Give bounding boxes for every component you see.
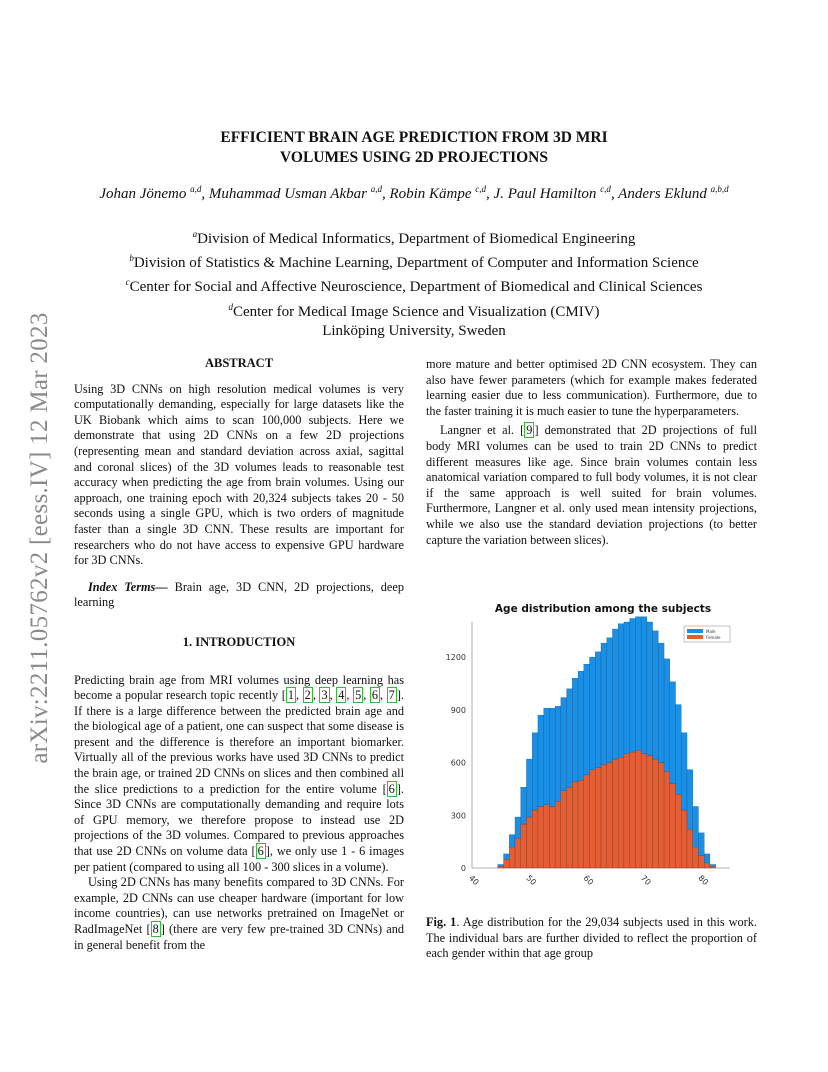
bar-male [572,678,578,782]
figure-caption: Fig. 1. Age distribution for the 29,034 subjects used in this work. The individual bars are further divided to reflect the proportion of each gender within that age group [426,915,758,961]
bar-female [612,759,618,868]
bar-male [555,706,561,801]
bar-female [641,754,647,868]
citation-link[interactable]: 6 [388,781,395,796]
bar-female [561,791,567,868]
author-name: Muhammad Usman Akbar [208,186,367,202]
bar-male [567,689,573,787]
bar-female [635,750,641,868]
author-sup: c,d [475,184,487,194]
bar-male [687,770,693,830]
intro-paragraph-2: Using 2D CNNs has many benefits compared to 3D CNNs. For example, 2D CNNs can use cheaper hardware (important for low income countries), can use networks pretrained on ImageNet or RadImageNet [ 8 ] (there are very few pre-trained 3D CNNs) and in general benefit from the [74,875,404,952]
author-sup: a,d [190,184,202,194]
author-name: J. Paul Hamilton [493,186,597,202]
bar-female [595,768,601,868]
bar-male [658,643,664,762]
abstract-heading: ABSTRACT [204,356,274,370]
author-name: Johan Jönemo [99,186,187,202]
bar-female [630,752,636,868]
affiliation: $^d$Center for Medical Image Science and Visualization (CMIV) [228,301,600,320]
intro-paragraph-3: more mature and better optimised 2D CNN ecosystem. They can also have fewer parameters (which for example makes federated learning easier due to less communication). Furthermore, due to the faster training it is much easier to tune the hyperparameters. [426,357,757,418]
bar-male [544,708,550,805]
bar-male [647,622,653,756]
citation-link[interactable]: 2 [304,688,311,703]
legend-swatch [687,635,703,639]
bar-male [670,682,676,784]
y-tick-label: 300 [450,811,466,821]
bar-female [504,859,510,868]
title-line-1: EFFICIENT BRAIN AGE PREDICTION FROM 3D MRI [220,129,608,146]
bar-male [635,617,641,751]
bar-female [664,771,670,868]
bar-male [630,618,636,752]
legend-swatch [687,629,703,633]
bar-male [681,733,687,810]
legend-label: Female [706,635,721,640]
bar-female [544,805,550,868]
author-sup: c,d [600,184,611,194]
x-tick-label: 70 [638,873,653,888]
bar-female [509,847,515,868]
bar-male [504,854,510,859]
bar-male [521,787,527,824]
x-tick-label: 60 [581,873,596,888]
bar-female [624,754,630,868]
bar-male [704,854,710,863]
abstract-text: Using 3D CNNs on high resolution medical volumes is very computationally demanding, especially for large datasets like the UK Biobank which aims to scan 100,000 subjects. Here we demonstrate that using 2D CNNs on a few 2D projections (representing mean and standard deviation across axial, sagittal and coronal slices) of the 3D volumes leads to reasonable test accuracy when predicting the age from brain volumes. Using our approach, one training epoch with 20,324 subjects takes 20 - 50 seconds using a single GPU, which is two orders of magnitude faster than a single 3D CNN. These results are important for researchers who do not have access to expensive GPU hardware for 3D CNNs. [74,381,404,568]
bar-female [555,801,561,868]
bar-female [607,763,613,868]
citation-link[interactable]: 7 [388,688,395,703]
bar-female [526,817,532,868]
bar-female [567,787,573,868]
bar-male [653,631,659,759]
citation-link[interactable]: 5 [355,688,362,703]
citation-link[interactable]: 6 [257,844,264,859]
bar-female [618,757,624,868]
affiliation: Linköping University, Sweden [322,322,506,339]
bar-female [549,807,555,869]
right-column [426,357,757,548]
bar-female [681,810,687,868]
bar-male [538,715,544,806]
bar-male [601,643,607,764]
bar-female [498,866,504,868]
bar-female [538,807,544,869]
citation-link[interactable]: 1 [287,688,295,703]
citation-link[interactable]: 3 [321,688,328,703]
bar-female [572,782,578,868]
bar-male [590,657,596,769]
left-column [74,356,404,953]
x-tick-label: 50 [524,873,538,888]
bar-female [670,784,676,868]
author-sup: a,b,d [710,184,729,194]
bar-female [532,810,538,868]
bar-male [676,705,682,795]
bar-male [578,671,584,780]
age-distribution-chart [430,596,760,896]
citation-link[interactable]: 4 [338,688,345,703]
bar-male [693,807,699,847]
bar-female [687,829,693,868]
arxiv-stamp: arXiv:2211.05762v2 [eess.IV] 12 Mar 2023 [26,312,53,764]
bar-male [641,617,647,754]
bar-female [521,824,527,868]
y-tick-label: 0 [460,864,466,873]
bar-female [676,794,682,868]
legend-label: Male [706,629,716,634]
affiliation: $^b$Division of Statistics & Machine Learning, Department of Computer and Information Science [129,253,699,272]
bar-female [590,770,596,868]
affiliations [0,225,828,341]
bar-male [526,759,532,817]
y-tick-label: 900 [450,705,466,715]
bar-male [607,638,613,763]
author-list: Johan Jönemo $^{a,d}$, Muhammad Usman Akbar $^{a,d}$, Robin Kämpe $^{c,d}$, J. Paul Hamilton $^{c,d}$, Anders Eklund $^{a,b,d}$ [99,184,729,202]
bar-female [693,847,699,868]
bar-male [612,629,618,759]
bar-male [515,817,521,838]
bar-female [601,764,607,868]
y-tick-label: 1200 [445,653,466,663]
x-tick-label: 40 [466,873,481,888]
bar-male [624,622,630,754]
citation-link[interactable]: 6 [371,688,379,703]
bar-male [532,733,538,810]
x-tick-label: 80 [696,873,710,888]
bar-female [698,856,704,868]
bar-female [653,759,659,868]
bar-female [584,775,590,868]
bar-female [658,763,664,868]
bar-male [561,698,567,791]
index-terms: Index Terms— Brain age, 3D CNN, 2D projections, deep learning [74,579,404,610]
y-tick-label: 600 [450,758,466,768]
bar-male [618,624,624,758]
author-name: Anders Eklund [618,186,707,202]
bar-female [710,866,716,868]
affiliation: $^a$Division of Medical Informatics, Department of Biomedical Engineering [192,229,636,247]
citation-link[interactable]: 8 [152,922,159,936]
intro-heading: 1. INTRODUCTION [182,634,296,649]
bar-male [584,664,590,775]
bar-female [704,863,710,868]
bar-female [578,780,584,868]
title-line-2: VOLUMES USING 2D PROJECTIONS [280,149,548,166]
bar-male [710,864,716,866]
bar-male [549,708,555,806]
bar-female [647,756,653,868]
bar-male [509,835,515,847]
index-terms-label: Index Terms— [88,579,168,594]
citation-link[interactable]: 9 [526,423,533,438]
bar-male [698,833,704,856]
intro-paragraph-1: Predicting brain age from MRI volumes using deep learning has become a popular research topic recently [ 1 , 2 , 3 , 4 , 5 , 6 , 7 ]. If there is a large difference between the predicted brain age and the biological age of a patient, one can suspect that some disease is present and the difference is therefore an important biomarker. Virtually all of the previous works have used 3D CNNs to predict the brain age, or trained 2D CNNs on slices and then combined all the slice predictions to a prediction for the entire volume [ 6 ]. Since 3D CNNs are computationally demanding and require lots of GPU memory, we therefore propose to instead use 2D projections of the 3D volumes. Compared to previous approaches that use 2D CNNs on volume data [ 6 ], we only use 1 - 6 images per patient (compared to using all 100 - 300 slices in a volume). [74,672,404,874]
paper-title [0,128,828,168]
caption-label: Fig. 1 [426,915,457,929]
intro-paragraph-4: Langner et al. [ 9 ] demonstrated that 2D projections of full body MRI volumes can be used to train 2D CNNs to predict different measures like age. Since brain volumes contain less anatomical variation compared to full body volumes, it is not clear if the same approach is well suited for brain volumes. Furthermore, Langner et al. only used mean intensity projections, while we also use the standard deviation projections (to better capture the variation between slices). [426,423,757,547]
chart-title: Age distribution among the subjects [494,603,712,615]
author-sup: a,d [370,184,382,194]
bar-female [515,838,521,868]
bar-male [595,652,601,768]
affiliation: $^c$Center for Social and Affective Neuroscience, Department of Biomedical and Clinical Sciences [125,277,703,296]
author-name: Robin Kämpe [389,186,472,202]
bar-male [664,659,670,771]
bar-male [498,864,504,866]
